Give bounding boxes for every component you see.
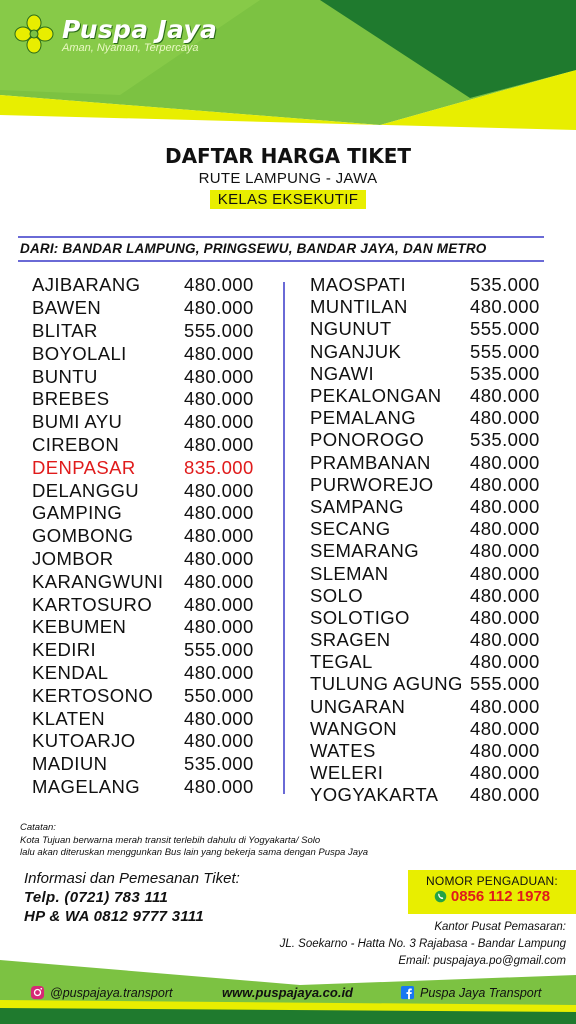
facebook-page: Puspa Jaya Transport bbox=[420, 985, 542, 1000]
divider-top bbox=[18, 236, 544, 238]
price-row bbox=[310, 651, 546, 673]
complaint-box bbox=[408, 870, 576, 914]
price-row bbox=[310, 562, 546, 584]
price-row bbox=[310, 607, 546, 629]
ticket-price: 480.000 bbox=[470, 385, 540, 407]
price-row bbox=[310, 341, 546, 363]
price-row bbox=[32, 707, 262, 730]
ticket-price: 480.000 bbox=[470, 562, 540, 584]
price-row bbox=[310, 718, 546, 740]
destination-name: YOGYAKARTA bbox=[310, 784, 439, 806]
destination-name: BREBES bbox=[32, 388, 110, 410]
price-row bbox=[32, 297, 262, 320]
destination-name: BLITAR bbox=[32, 319, 98, 341]
price-row bbox=[32, 776, 262, 799]
price-row bbox=[32, 342, 262, 365]
destination-name: UNGARAN bbox=[310, 695, 406, 717]
price-row bbox=[310, 696, 546, 718]
destination-name: WANGON bbox=[310, 717, 398, 739]
price-row bbox=[310, 452, 546, 474]
destination-name: PEKALONGAN bbox=[310, 385, 442, 407]
destination-name: TEGAL bbox=[310, 651, 373, 673]
destination-name: TULUNG AGUNG bbox=[310, 673, 463, 695]
price-row bbox=[32, 753, 262, 776]
destination-name: SLEMAN bbox=[310, 562, 389, 584]
ticket-price: 480.000 bbox=[184, 525, 254, 547]
ticket-price: 480.000 bbox=[184, 388, 254, 410]
destination-name: KARTOSURO bbox=[32, 593, 153, 615]
price-row bbox=[32, 616, 262, 639]
complaint-phone-number: 0856 112 1978 bbox=[450, 888, 551, 905]
complaint-phone[interactable] bbox=[408, 888, 576, 905]
ticket-price: 480.000 bbox=[184, 479, 254, 501]
destination-name: JOMBOR bbox=[32, 547, 114, 569]
ticket-price: 550.000 bbox=[184, 684, 254, 706]
price-row bbox=[310, 296, 546, 318]
destination-name: SOLOTIGO bbox=[310, 606, 410, 628]
price-row bbox=[32, 525, 262, 548]
ticket-price: 555.000 bbox=[470, 340, 540, 362]
destination-name: WATES bbox=[310, 740, 376, 762]
notes-heading: Catatan: bbox=[20, 822, 56, 833]
destination-name: SRAGEN bbox=[310, 629, 391, 651]
facebook-link[interactable] bbox=[400, 985, 541, 1000]
office-label: Kantor Pusat Pemasaran: bbox=[434, 921, 566, 933]
ticket-price: 480.000 bbox=[184, 570, 254, 592]
destination-name: KEDIRI bbox=[32, 639, 97, 661]
price-row bbox=[32, 411, 262, 434]
destination-name: GOMBONG bbox=[32, 525, 134, 547]
price-row bbox=[32, 639, 262, 662]
ticket-price: 835.000 bbox=[184, 456, 254, 478]
destination-name: DELANGGU bbox=[32, 479, 140, 501]
ticket-price: 480.000 bbox=[184, 616, 254, 638]
destination-name: KEBUMEN bbox=[32, 616, 127, 638]
ticket-price: 480.000 bbox=[470, 296, 540, 318]
ticket-price: 535.000 bbox=[184, 753, 254, 775]
ticket-price: 480.000 bbox=[184, 411, 254, 433]
website-link[interactable]: www.puspajaya.co.id bbox=[222, 985, 353, 1000]
ticket-price: 480.000 bbox=[184, 661, 254, 683]
office-address: JL. Soekarno - Hatta No. 3 Rajabasa - Bandar Lampung bbox=[279, 938, 566, 950]
ticket-price: 480.000 bbox=[470, 407, 540, 429]
ticket-price: 480.000 bbox=[184, 274, 254, 296]
destination-name: DENPASAR bbox=[32, 456, 136, 478]
price-row bbox=[310, 496, 546, 518]
whatsapp-icon bbox=[434, 890, 447, 903]
flower-logo-icon bbox=[14, 14, 54, 54]
column-separator bbox=[283, 282, 285, 794]
price-row bbox=[32, 320, 262, 343]
ticket-price: 480.000 bbox=[470, 695, 540, 717]
ticket-price: 555.000 bbox=[470, 318, 540, 340]
divider-bottom bbox=[18, 260, 544, 262]
notes-line-2: lalu akan diteruskan menggunkan Bus lain yang bekerja sama dengan Puspa Jaya bbox=[20, 847, 369, 858]
price-row bbox=[32, 434, 262, 457]
ticket-price: 480.000 bbox=[470, 473, 540, 495]
ticket-price: 535.000 bbox=[470, 362, 540, 384]
price-row bbox=[310, 784, 546, 806]
title-block bbox=[0, 144, 576, 209]
price-row bbox=[32, 684, 262, 707]
destination-name: SEMARANG bbox=[310, 540, 420, 562]
price-list-left bbox=[32, 274, 262, 798]
destination-name: SECANG bbox=[310, 518, 391, 540]
destination-name: BOYOLALI bbox=[32, 342, 127, 364]
ticket-price: 480.000 bbox=[184, 593, 254, 615]
ticket-price: 480.000 bbox=[184, 502, 254, 524]
notes-line-1: Kota Tujuan berwarna merah transit terlebih dahulu di Yogyakarta/ Solo bbox=[20, 834, 321, 846]
price-row bbox=[310, 762, 546, 784]
ticket-price: 480.000 bbox=[470, 651, 540, 673]
price-row bbox=[32, 730, 262, 753]
brand-logo bbox=[14, 14, 217, 54]
ticket-price: 480.000 bbox=[470, 606, 540, 628]
contact-hp-wa[interactable]: HP & WA 0812 9777 3111 bbox=[24, 908, 205, 925]
notes bbox=[20, 822, 368, 860]
destination-name: PURWOREJO bbox=[310, 473, 434, 495]
price-row bbox=[32, 456, 262, 479]
price-row bbox=[310, 363, 546, 385]
ticket-price: 480.000 bbox=[470, 629, 540, 651]
ticket-price: 535.000 bbox=[470, 274, 540, 296]
price-row bbox=[310, 740, 546, 762]
class-badge: KELAS EKSEKUTIF bbox=[210, 190, 366, 209]
ticket-price: 535.000 bbox=[470, 429, 540, 451]
price-row bbox=[310, 407, 546, 429]
price-row bbox=[32, 365, 262, 388]
ticket-price: 480.000 bbox=[184, 433, 254, 455]
price-row bbox=[310, 385, 546, 407]
instagram-handle: @puspajaya.transport bbox=[50, 985, 173, 1000]
ticket-price: 480.000 bbox=[470, 495, 540, 517]
ticket-price: 480.000 bbox=[184, 342, 254, 364]
price-row bbox=[310, 518, 546, 540]
price-row bbox=[32, 274, 262, 297]
facebook-icon bbox=[400, 985, 415, 1000]
destination-name: PEMALANG bbox=[310, 407, 417, 429]
brand-name: Puspa Jaya bbox=[62, 14, 218, 44]
price-row bbox=[32, 593, 262, 616]
destination-name: SOLO bbox=[310, 584, 364, 606]
ticket-price: 480.000 bbox=[470, 518, 540, 540]
ticket-price: 480.000 bbox=[470, 762, 540, 784]
destination-name: MAGELANG bbox=[32, 775, 141, 797]
destination-name: KLATEN bbox=[32, 707, 105, 729]
price-row bbox=[310, 274, 546, 296]
price-row bbox=[32, 502, 262, 525]
ticket-price: 555.000 bbox=[470, 673, 540, 695]
ticket-price: 480.000 bbox=[470, 784, 540, 806]
ticket-price: 480.000 bbox=[184, 365, 254, 387]
destination-name: BAWEN bbox=[32, 297, 102, 319]
ticket-price: 480.000 bbox=[470, 540, 540, 562]
price-row bbox=[32, 662, 262, 685]
ticket-price: 480.000 bbox=[470, 740, 540, 762]
contact-title: Informasi dan Pemesanan Tiket: bbox=[24, 870, 240, 887]
price-row bbox=[310, 318, 546, 340]
price-row bbox=[310, 585, 546, 607]
page-title: DAFTAR HARGA TIKET bbox=[164, 144, 412, 168]
contact-info bbox=[24, 870, 240, 925]
ticket-price: 555.000 bbox=[184, 639, 254, 661]
destination-name: MADIUN bbox=[32, 753, 108, 775]
price-row bbox=[310, 429, 546, 451]
destination-name: NGUNUT bbox=[310, 318, 392, 340]
destination-name: WELERI bbox=[310, 762, 384, 784]
instagram-icon bbox=[30, 985, 45, 1000]
price-row bbox=[310, 474, 546, 496]
destination-name: AJIBARANG bbox=[32, 274, 141, 296]
destination-name: KUTOARJO bbox=[32, 730, 136, 752]
price-row bbox=[310, 673, 546, 695]
price-row bbox=[32, 570, 262, 593]
origin-cities: DARI: BANDAR LAMPUNG, PRINGSEWU, BANDAR JAYA, DAN METRO bbox=[20, 241, 487, 256]
office-info bbox=[280, 919, 566, 953]
brand-tagline: Aman, Nyaman, Terpercaya bbox=[62, 41, 199, 54]
destination-name: SAMPANG bbox=[310, 495, 404, 517]
destination-name: GAMPING bbox=[32, 502, 123, 524]
contact-phone[interactable]: Telp. (0721) 783 111 bbox=[24, 889, 169, 906]
destination-name: PONOROGO bbox=[310, 429, 425, 451]
destination-name: MAOSPATI bbox=[310, 274, 407, 296]
price-row bbox=[32, 388, 262, 411]
price-row bbox=[32, 548, 262, 571]
destination-name: NGANJUK bbox=[310, 340, 402, 362]
complaint-label: NOMOR PENGADUAN: bbox=[426, 874, 558, 888]
destination-name: BUMI AYU bbox=[32, 411, 123, 433]
price-row bbox=[310, 629, 546, 651]
destination-name: KERTOSONO bbox=[32, 684, 154, 706]
destination-name: CIREBON bbox=[32, 433, 120, 455]
ticket-price: 480.000 bbox=[184, 775, 254, 797]
price-row bbox=[32, 479, 262, 502]
price-row bbox=[310, 540, 546, 562]
destination-name: KARANGWUNI bbox=[32, 570, 164, 592]
ticket-price: 480.000 bbox=[470, 717, 540, 739]
price-list-right bbox=[310, 274, 546, 807]
ticket-price: 480.000 bbox=[184, 297, 254, 319]
route-subtitle: RUTE LAMPUNG - JAWA bbox=[198, 170, 378, 187]
destination-name: BUNTU bbox=[32, 365, 98, 387]
destination-name: MUNTILAN bbox=[310, 296, 408, 318]
destination-name: PRAMBANAN bbox=[310, 451, 431, 473]
ticket-price: 480.000 bbox=[470, 584, 540, 606]
ticket-price: 480.000 bbox=[184, 730, 254, 752]
ticket-price: 480.000 bbox=[184, 547, 254, 569]
instagram-link[interactable] bbox=[30, 985, 172, 1000]
destination-name: NGAWI bbox=[310, 362, 375, 384]
ticket-price: 480.000 bbox=[184, 707, 254, 729]
ticket-price: 480.000 bbox=[470, 451, 540, 473]
ticket-price: 555.000 bbox=[184, 319, 254, 341]
destination-name: KENDAL bbox=[32, 661, 109, 683]
office-email[interactable]: Email: puspajaya.po@gmail.com bbox=[398, 955, 566, 967]
